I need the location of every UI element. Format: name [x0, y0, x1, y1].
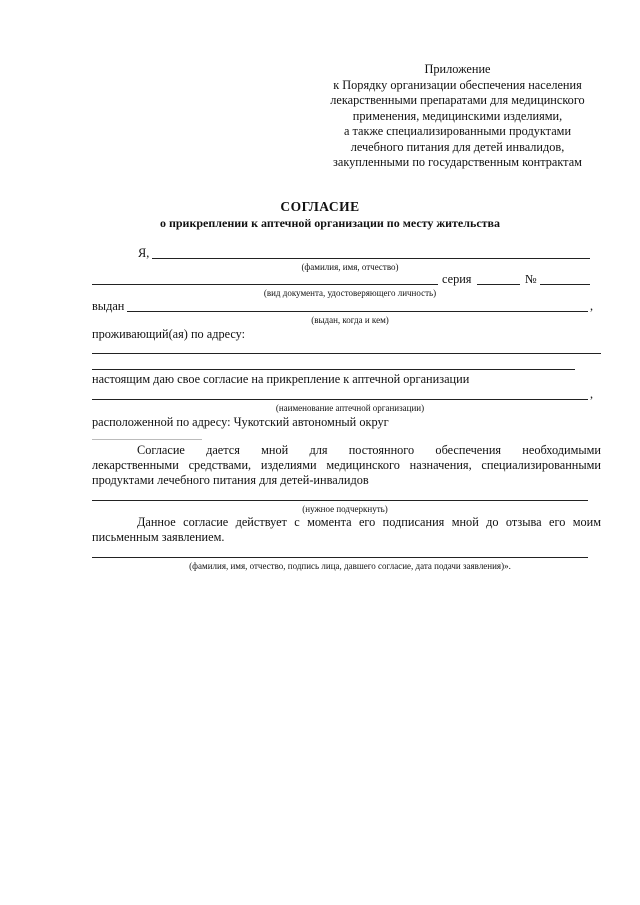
number-field[interactable]	[540, 284, 590, 285]
appendix-line: лечебного питания для детей инвалидов,	[350, 139, 565, 154]
series-label: серия	[442, 272, 472, 286]
appendix-line: закупленными по государственным контрактам	[333, 155, 582, 169]
appendix-line: лекарственными препаратами для медицинского	[330, 93, 585, 107]
address-field-1[interactable]	[92, 353, 601, 354]
validity-paragraph-line: Данное согласие действует с момента его подписания мной до отзыва его моим	[137, 515, 601, 529]
series-field[interactable]	[477, 284, 520, 285]
signature-field[interactable]	[92, 557, 588, 558]
validity-paragraph	[92, 515, 601, 545]
consent-paragraph-line: продуктами лечебного питания для детей-инвалидов	[92, 473, 369, 487]
appendix-line: а также специализированными продуктами	[343, 124, 572, 138]
pharmacy-comma: ,	[590, 387, 594, 401]
appendix-line: к Порядку организации обеспечения населения	[333, 77, 582, 92]
address-label: проживающий(ая) по адресу:	[92, 327, 246, 341]
pharmacy-caption: (наименование аптечной организации)	[275, 403, 425, 413]
document-type-field[interactable]	[92, 284, 438, 285]
signature-caption: (фамилия, имя, отчество, подпись лица, давшего согласие, дата подачи заявления)».	[189, 561, 511, 571]
underline-field[interactable]	[92, 500, 588, 501]
consent-paragraph-line: лекарственными средствами, изделиями медицинского назначения, специализированными	[92, 458, 601, 472]
issued-comma: ,	[590, 299, 594, 313]
consent-paragraph-line: Согласие дается мной для постоянного обеспечения необходимыми	[137, 443, 601, 457]
i-label: Я,	[138, 246, 150, 260]
appendix-block	[300, 62, 615, 171]
issued-label: выдан	[92, 299, 125, 313]
document-title: СОГЛАСИЕ	[280, 199, 360, 214]
divider	[92, 439, 202, 440]
pharmacy-field[interactable]	[92, 399, 588, 400]
fio-caption: (фамилия, имя, отчество)	[301, 262, 399, 272]
document-subtitle: о прикреплении к аптечной организации по месту жительства	[159, 216, 501, 230]
issued-field[interactable]	[127, 311, 588, 312]
fio-field[interactable]	[152, 258, 590, 259]
located-text: расположенной по адресу: Чукотский автономный округ	[92, 415, 389, 429]
address-field-2[interactable]	[92, 369, 575, 370]
number-label: №	[525, 272, 537, 286]
consent-paragraph	[92, 443, 601, 488]
appendix-line: применения, медицинскими изделиями,	[352, 108, 563, 123]
document-caption: (вид документа, удостоверяющего личность)	[263, 288, 437, 298]
issued-caption: (выдан, когда и кем)	[311, 315, 389, 325]
appendix-line: Приложение	[424, 62, 491, 76]
underline-caption: (нужное подчеркнуть)	[302, 504, 388, 514]
consent-text: настоящим даю свое согласие на прикрепление к аптечной организации	[92, 372, 470, 386]
validity-paragraph-line: письменным заявлением.	[92, 530, 225, 544]
